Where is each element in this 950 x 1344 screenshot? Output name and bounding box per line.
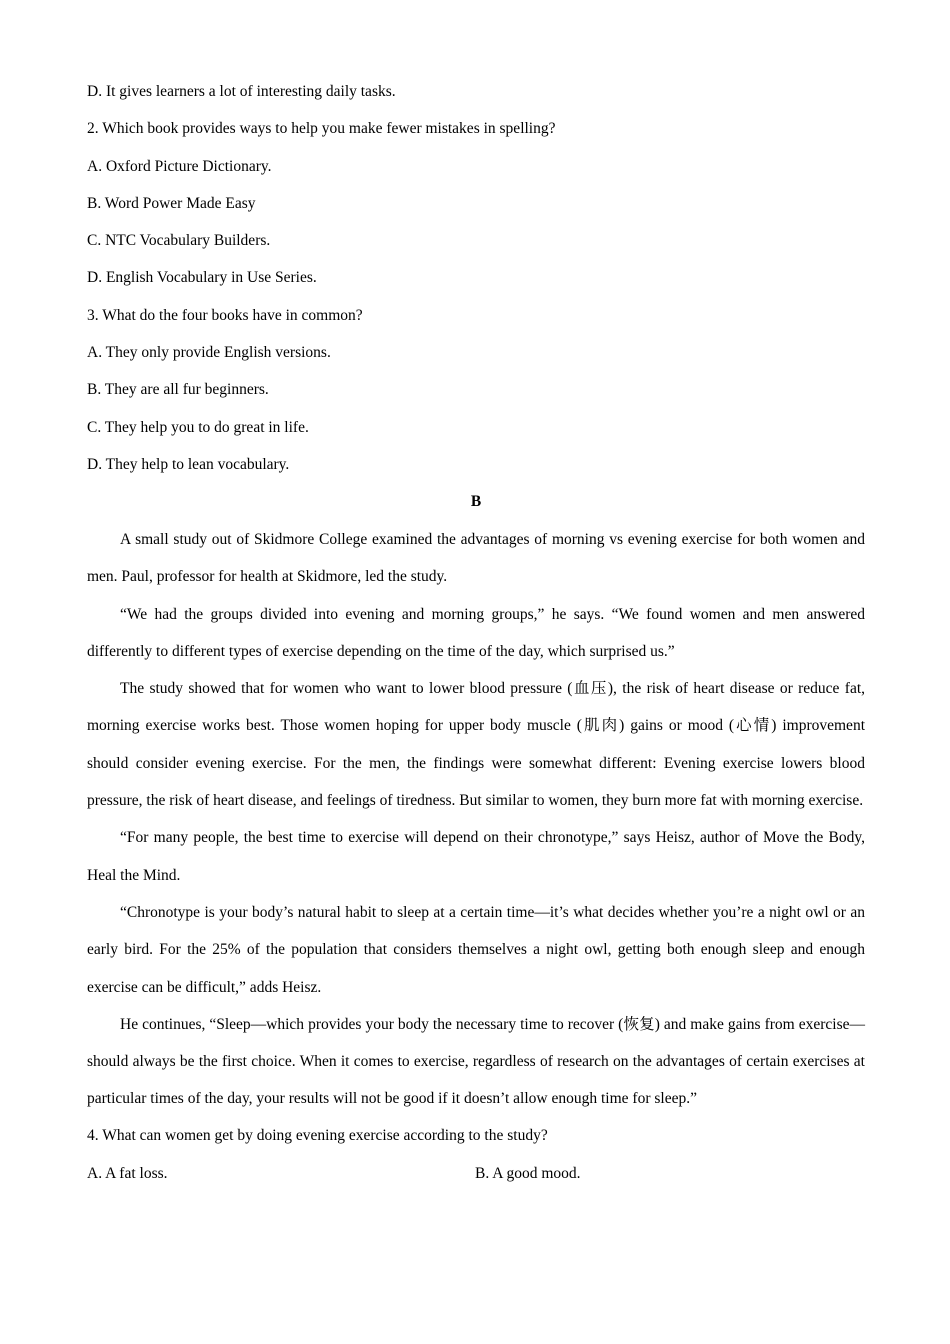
exam-page: [87, 78, 865, 1197]
section-b-title: B: [470, 493, 482, 511]
q4-options: [87, 1160, 865, 1197]
q1-option-d: D. It gives learners a lot of interesting daily tasks.: [87, 83, 396, 100]
passage-paragraph-6: He continues, “Sleep—which provides your body the necessary time to recover (恢复) and make gains from exercise—should always be the first choice. When it comes to exercise, regardless of research on the advantages of certain exercises at particular times of the day, your results will not be good if it doesn’t allow enough time for sleep.”: [87, 1015, 865, 1108]
passage-paragraph-3: The study showed that for women who want to lower blood pressure (血压), the risk of heart disease or reduce fat, morning exercise works best. Those women hoping for upper body muscle (肌肉) gains or mood (心情) improvement should consider evening exercise. For the men, the findings were somewhat different: Evening exercise lowers blood pressure, the risk of heart disease, and feelings of tiredness. But similar to women, they burn more fat with morning exercise.: [87, 680, 865, 810]
q2-option-d: D. English Vocabulary in Use Series.: [87, 269, 317, 287]
q4-option-b: B. A good mood.: [475, 1164, 581, 1182]
passage-paragraph-4: “For many people, the best time to exercise will depend on their chronotype,” says Heisz, author of Move the Body, Heal the Mind.: [87, 829, 865, 884]
section-b-passage: [87, 526, 865, 1123]
q4-option-a: A. A fat loss.: [87, 1164, 168, 1182]
q3-option-a: A. They only provide English versions.: [87, 344, 331, 362]
passage-paragraph-5: “Chronotype is your body’s natural habit to sleep at a certain time—it’s what decides whether you’re a night owl or an early bird. For the 25% of the population that considers themselves a night owl, getting both enough sleep and enough exercise can be difficult,” adds Heisz.: [87, 903, 865, 996]
q2-question: 2. Which book provides ways to help you make fewer mistakes in spelling?: [87, 120, 556, 138]
q3-option-d: D. They help to lean vocabulary.: [87, 455, 290, 473]
q2-option-c: C. NTC Vocabulary Builders.: [87, 232, 271, 250]
q2-option-a: A. Oxford Picture Dictionary.: [87, 157, 272, 175]
q3-option-b: B. They are all fur beginners.: [87, 381, 269, 399]
q4-question: 4. What can women get by doing evening exercise according to the study?: [87, 1127, 548, 1145]
passage-paragraph-1: A small study out of Skidmore College examined the advantages of morning vs evening exercise for both women and men. Paul, professor for health at Skidmore, led the study.: [87, 530, 865, 586]
q3-option-c: C. They help you to do great in life.: [87, 418, 309, 436]
q3-question: 3. What do the four books have in common?: [87, 306, 363, 324]
q2-option-b: B. Word Power Made Easy: [87, 194, 256, 212]
passage-paragraph-2: “We had the groups divided into evening and morning groups,” he says. “We found women and men answered differently to different types of exercise depending on the time of the day, which surprised us.”: [87, 605, 865, 660]
